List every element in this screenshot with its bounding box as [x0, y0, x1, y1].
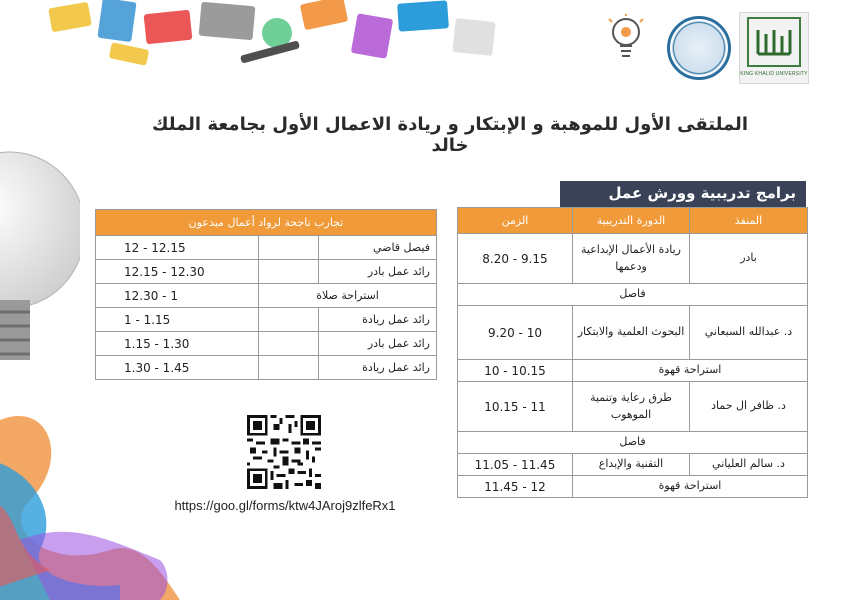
table-row — [458, 306, 808, 360]
time-cell: 1.30 - 1.45 — [96, 356, 259, 380]
time-cell: 1 - 1.15 — [96, 308, 259, 332]
executor-cell: د. ظافر ال حماد — [690, 382, 808, 432]
time-cell: 11.05 - 11.45 — [458, 454, 573, 476]
executor-header: المنفذ — [690, 208, 808, 234]
qr-code-icon[interactable] — [247, 415, 321, 489]
course-cell: ريادة الأعمال الإبداعية ودعمها — [573, 234, 690, 284]
experiences-table — [95, 209, 437, 380]
lightbulb-logo — [599, 14, 653, 84]
kku-caption: KING KHALID UNIVERSITY — [740, 71, 808, 77]
time-cell: 1.15 - 1.30 — [96, 332, 259, 356]
empty-cell — [259, 332, 319, 356]
seal-logo — [667, 16, 731, 80]
kku-emblem-icon — [747, 17, 801, 67]
time-cell: 12 - 12.15 — [96, 236, 259, 260]
table-row — [96, 308, 437, 332]
speaker-cell: فيصل قاضي — [319, 236, 437, 260]
time-cell: 9.20 - 10 — [458, 306, 573, 360]
speaker-cell: رائد عمل بادر — [319, 332, 437, 356]
empty-cell — [259, 356, 319, 380]
table-row — [96, 260, 437, 284]
speaker-cell: رائد عمل ريادة — [319, 356, 437, 380]
table-row — [458, 454, 808, 476]
pause-cell: استراحة قهوة — [573, 476, 808, 498]
executor-cell: بادر — [690, 234, 808, 284]
table-row — [458, 382, 808, 432]
table-row — [96, 332, 437, 356]
empty-cell — [259, 236, 319, 260]
executor-cell: د. عبدالله السبعاني — [690, 306, 808, 360]
time-cell: 12.15 - 12.30 — [96, 260, 259, 284]
form-link[interactable]: https://goo.gl/forms/ktw4JAroj9zlfeRx1 — [174, 498, 396, 513]
executor-cell: د. سالم العلياني — [690, 454, 808, 476]
experiences-header: تجارب ناجحة لرواد أعمال مبدعون — [96, 210, 437, 236]
time-cell: 10 - 10.15 — [458, 360, 573, 382]
speaker-cell: رائد عمل ريادة — [319, 308, 437, 332]
training-banner: برامج تدريبية وورش عمل — [560, 181, 806, 207]
lightbulb-icon — [0, 150, 80, 380]
break-cell: فاصل — [458, 432, 808, 454]
table-row — [458, 360, 808, 382]
logos — [589, 12, 809, 90]
time-cell: 10.15 - 11 — [458, 382, 573, 432]
table-row — [458, 476, 808, 498]
course-cell: طرق رعاية وتنمية الموهوب — [573, 382, 690, 432]
empty-cell — [259, 308, 319, 332]
speaker-cell: رائد عمل بادر — [319, 260, 437, 284]
table-header-row — [96, 210, 437, 236]
time-cell: 8.20 - 9.15 — [458, 234, 573, 284]
break-cell: فاصل — [458, 284, 808, 306]
table-row — [458, 432, 808, 454]
kku-logo — [739, 12, 809, 84]
table-row — [458, 284, 808, 306]
table-row — [96, 284, 437, 308]
training-table — [457, 207, 808, 498]
course-cell: البحوث العلمية والابتكار — [573, 306, 690, 360]
table-row — [458, 234, 808, 284]
page-title: الملتقى الأول للموهبة و الإبتكار و ريادة الاعمال الأول بجامعة الملك خالد — [151, 114, 748, 156]
course-cell: التقنية والإبداع — [573, 454, 690, 476]
table-row — [96, 236, 437, 260]
time-cell: 12.30 - 1 — [96, 284, 259, 308]
time-cell: 11.45 - 12 — [458, 476, 573, 498]
prayer-break-cell: استراحة صلاة — [259, 284, 437, 308]
empty-cell — [259, 260, 319, 284]
course-header: الدورة التدريبية — [573, 208, 690, 234]
stationery-decoration — [40, 0, 520, 70]
table-row — [96, 356, 437, 380]
time-header: الزمن — [458, 208, 573, 234]
table-header-row — [458, 208, 808, 234]
pause-cell: استراحة قهوة — [573, 360, 808, 382]
